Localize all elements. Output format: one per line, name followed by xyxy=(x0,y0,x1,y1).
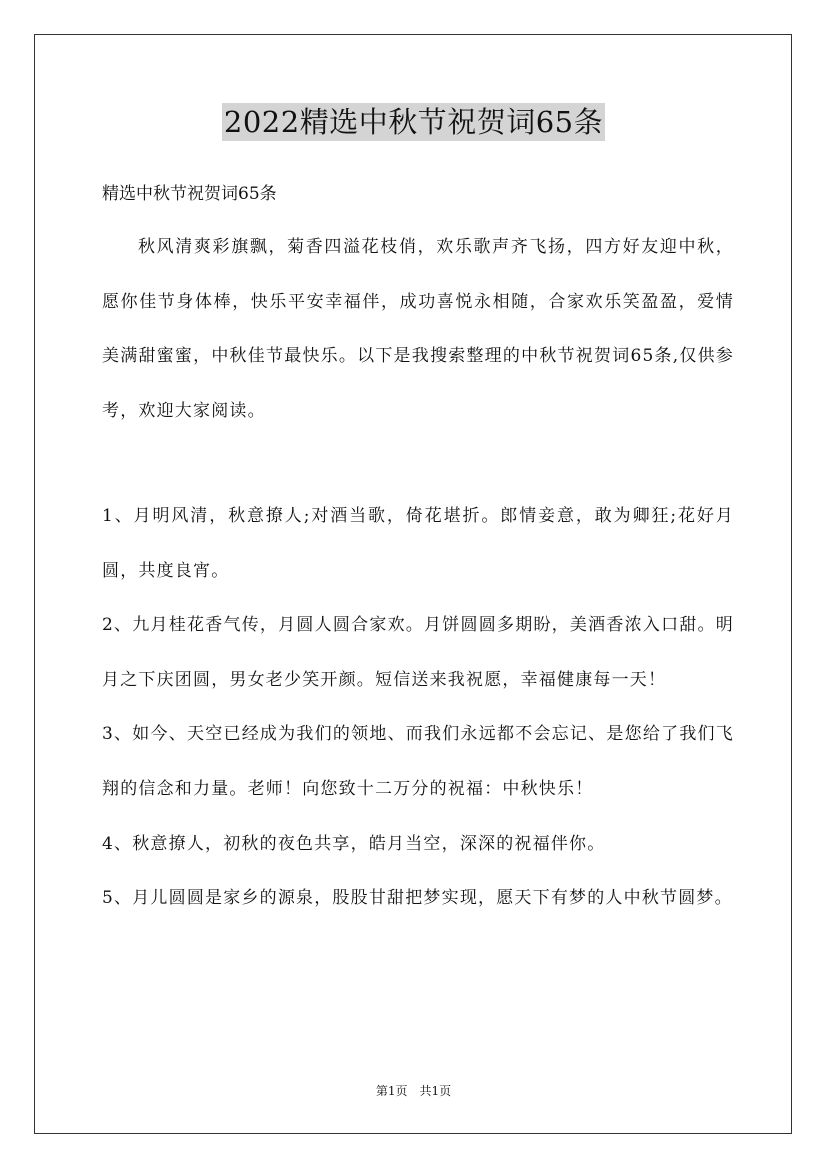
intro-paragraph: 秋风清爽彩旗飘，菊香四溢花枝俏，欢乐歌声齐飞扬，四方好友迎中秋，愿你佳节身体棒，快乐平安幸福伴，成功喜悦永相随，合家欢乐笑盈盈，爱情美满甜蜜蜜，中秋佳节最快乐。以下是我搜索整理的中秋节祝贺词65条,仅供参考，欢迎大家阅读。 xyxy=(102,237,734,421)
list-item: 2、九月桂花香气传，月圆人圆合家欢。月饼圆圆多期盼，美酒香浓入口甜。明月之下庆团圆，男女老少笑开颜。短信送来我祝愿，幸福健康每一天！ xyxy=(102,615,734,690)
list-item: 3、如今、天空已经成为我们的领地、而我们永远都不会忘记、是您给了我们飞翔的信念和力量。老师！向您致十二万分的祝福：中秋快乐！ xyxy=(102,724,734,799)
document-subtitle: 精选中秋节祝贺词65条 xyxy=(102,184,277,204)
greetings-list xyxy=(102,489,734,926)
list-item: 5、月儿圆圆是家乡的源泉，股股甘甜把梦实现，愿天下有梦的人中秋节圆梦。 xyxy=(102,888,733,909)
document-title: 2022精选中秋节祝贺词65条 xyxy=(223,105,604,139)
page-footer: 第1页 共1页 xyxy=(375,1084,452,1098)
list-item: 1、月明风清，秋意撩人;对酒当歌，倚花堪折。郎情妾意，敢为卿狂;花好月圆，共度良宵。 xyxy=(102,506,734,581)
list-item: 4、秋意撩人，初秋的夜色共享，皓月当空，深深的祝福伴你。 xyxy=(102,833,606,854)
title-container xyxy=(0,103,827,141)
